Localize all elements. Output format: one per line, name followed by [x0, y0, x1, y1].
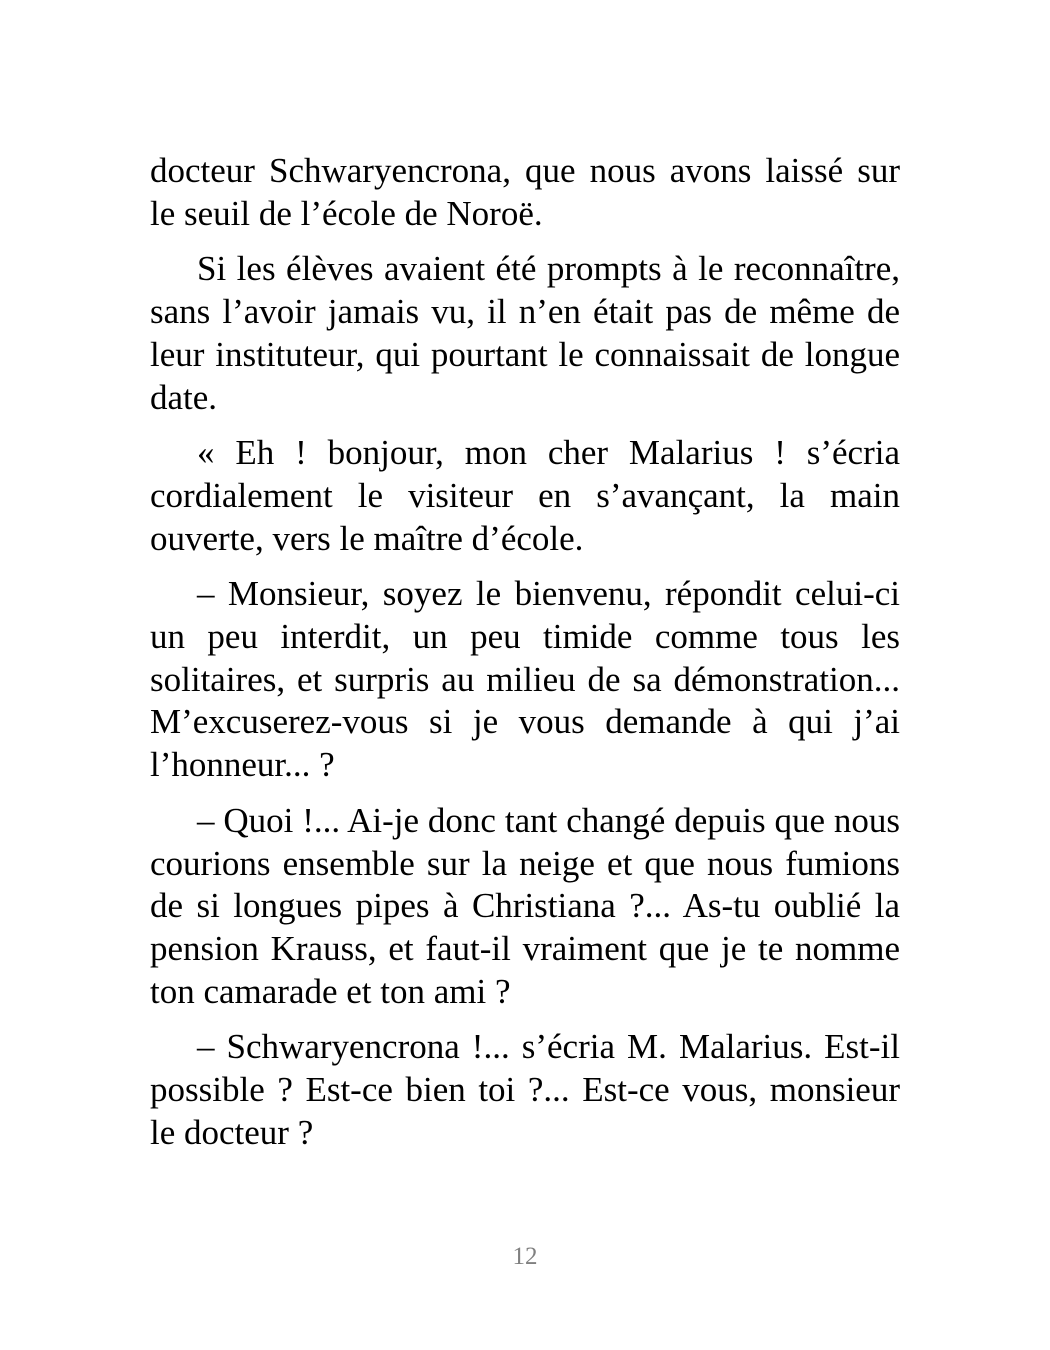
- paragraph-dialogue-recognition: – Schwaryencrona !... s’écria M. Malarius. Est-il possible ? Est-ce bien toi ?... Est-ce vous, monsieur le docteur ?: [150, 1027, 900, 1152]
- page-body: [150, 150, 900, 1167]
- paragraph-narration: Si les élèves avaient été prompts à le reconnaître, sans l’avoir jamais vu, il n’en était pas de même de leur instituteur, qui pourtant le connaissait de longue date.: [150, 249, 900, 417]
- paragraph-dialogue-reply: – Monsieur, soyez le bienvenu, répondit celui-ci un peu interdit, un peu timide comme tous les solitaires, et surpris au milieu de sa démonstration... M’excuserez-vous si je vous demande à qui j’ai l’honneur... ?: [150, 574, 900, 785]
- page-number: 12: [512, 1243, 538, 1270]
- paragraph-dialogue-question: – Quoi !... Ai-je donc tant changé depuis que nous courions ensemble sur la neige et que nous fumions de si longues pipes à Christiana ?... As-tu oublié la pension Krauss, et faut-il vraiment que je te nomme ton camarade et ton ami ?: [150, 800, 900, 1011]
- paragraph-continuation: docteur Schwaryencrona, que nous avons laissé sur le seuil de l’école de Noroë.: [150, 151, 900, 233]
- paragraph-dialogue-greeting: « Eh ! bonjour, mon cher Malarius ! s’écria cordialement le visiteur en s’avançant, la main ouverte, vers le maître d’école.: [150, 433, 900, 558]
